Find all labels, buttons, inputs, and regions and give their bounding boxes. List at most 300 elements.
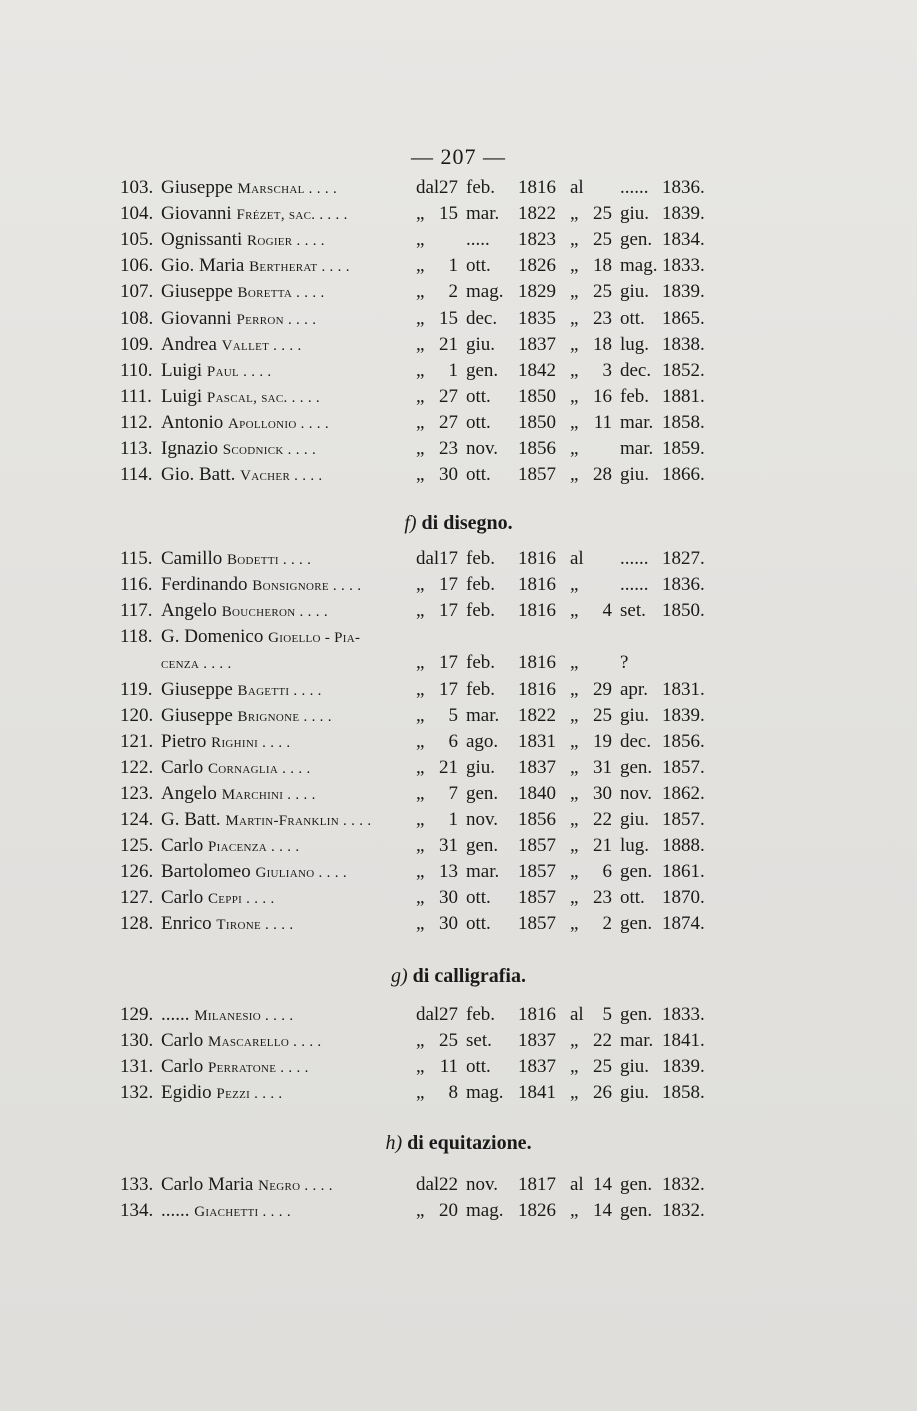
to-label: „	[570, 307, 579, 329]
to-month: ott.	[620, 887, 645, 909]
from-day: 17	[439, 652, 458, 674]
from-label: „	[416, 333, 425, 355]
first-name: Andrea	[161, 333, 222, 355]
first-name: Enrico	[161, 913, 217, 935]
entry-number: 104.	[120, 203, 154, 225]
from-year: 1850	[518, 411, 556, 433]
person-name	[161, 548, 311, 570]
to-year: 1858.	[662, 411, 705, 433]
to-year: 1839.	[662, 281, 705, 303]
to-month: dec.	[620, 359, 652, 381]
from-label: „	[416, 887, 425, 909]
surname: Rogier . . . .	[247, 233, 325, 250]
entry-number: 126.	[120, 861, 154, 883]
to-day: 4	[602, 600, 612, 622]
from-month: mag.	[466, 1082, 504, 1104]
from-day: 30	[439, 464, 458, 486]
from-year: 1841	[518, 1082, 556, 1104]
to-day: 29	[593, 678, 612, 700]
from-month: feb.	[466, 177, 496, 198]
person-name	[161, 679, 322, 701]
from-day: 31	[439, 835, 458, 857]
to-label: „	[570, 887, 579, 909]
from-month: gen.	[466, 359, 499, 381]
surname: Perratone . . . .	[207, 1060, 309, 1077]
person-name	[161, 652, 232, 674]
person-name	[161, 438, 316, 460]
from-label: „	[416, 385, 425, 407]
entry-number: 120.	[120, 704, 154, 726]
surname: Mascarello . . . .	[207, 1034, 322, 1051]
first-name: Giuseppe	[161, 704, 238, 726]
from-label: „	[416, 913, 425, 935]
surname: Scodnick . . . .	[222, 442, 316, 458]
person-name	[161, 626, 360, 648]
section-heading	[0, 1132, 917, 1155]
from-month: ott.	[466, 411, 491, 433]
to-day: 23	[593, 887, 612, 909]
to-day: 3	[602, 359, 612, 381]
entry-number: 115.	[120, 548, 153, 569]
first-name: Giuseppe	[161, 678, 238, 700]
to-label: al	[570, 1004, 584, 1025]
first-name: Gio. Maria	[161, 255, 250, 277]
from-label: dal	[416, 1174, 440, 1195]
to-label: „	[570, 756, 579, 778]
from-month: feb.	[466, 574, 496, 596]
from-day: 27	[439, 1004, 458, 1025]
to-day: 26	[593, 1082, 612, 1104]
register-row	[120, 1004, 740, 1030]
to-year: 1857.	[662, 809, 705, 830]
from-day: 13	[439, 861, 458, 883]
register-row	[120, 574, 740, 600]
entry-number: 129.	[120, 1004, 154, 1025]
entry-number: 105.	[120, 229, 154, 251]
from-year: 1826	[518, 255, 556, 277]
to-month: ott.	[620, 307, 645, 329]
to-day: 19	[593, 730, 612, 752]
from-year: 1831	[518, 730, 556, 752]
from-month: ott.	[466, 887, 491, 909]
to-year: 1874.	[662, 913, 705, 935]
from-month: nov.	[466, 438, 499, 459]
from-label: „	[416, 835, 425, 857]
to-day: 11	[593, 411, 612, 433]
from-year: 1857	[518, 835, 556, 857]
to-year: 1857.	[662, 756, 705, 778]
first-name: Carlo Maria	[161, 1174, 259, 1195]
to-month: nov.	[620, 782, 653, 804]
from-month: set.	[466, 1030, 492, 1052]
from-year: 1842	[518, 359, 556, 381]
from-month: mar.	[466, 861, 500, 883]
from-day: 27	[439, 411, 458, 433]
first-name: Giuseppe	[161, 281, 238, 303]
entry-number: 134.	[120, 1200, 154, 1222]
to-day: 31	[593, 756, 612, 778]
from-label: „	[416, 359, 425, 381]
to-year: 1870.	[662, 887, 705, 909]
to-label: al	[570, 177, 584, 198]
surname: Bodetti . . . .	[226, 552, 312, 568]
to-label: „	[570, 574, 579, 596]
from-month: feb.	[466, 652, 496, 674]
first-name: Pietro	[161, 730, 212, 752]
to-label: „	[570, 203, 579, 225]
surname: cenza . . . .	[161, 656, 232, 673]
from-label: „	[416, 438, 425, 459]
to-month: lug.	[620, 333, 650, 355]
person-name	[161, 705, 332, 727]
to-day: 30	[593, 782, 612, 804]
register-row	[120, 1174, 740, 1200]
to-label: „	[570, 730, 579, 752]
from-label: „	[416, 704, 425, 726]
register-row	[120, 359, 740, 386]
to-year: 1862.	[662, 782, 705, 804]
person-name	[161, 177, 337, 199]
from-year: 1816	[518, 678, 556, 700]
from-month: mag.	[466, 1200, 504, 1222]
from-year: 1826	[518, 1200, 556, 1222]
to-label: „	[570, 1082, 579, 1104]
surname: Boucheron . . . .	[221, 604, 328, 621]
person-name	[161, 1200, 291, 1222]
register-row	[120, 756, 740, 783]
from-day: 25	[439, 1030, 458, 1052]
surname: Bertherat . . . .	[249, 259, 350, 276]
register-row	[120, 1056, 740, 1082]
person-name	[161, 1082, 283, 1104]
surname: Martin-Franklin . . . .	[225, 813, 372, 829]
entry-number: 108.	[120, 307, 154, 329]
from-day: 1	[448, 255, 458, 277]
register-row	[120, 887, 740, 913]
person-name	[161, 574, 361, 596]
from-year: 1857	[518, 913, 556, 935]
to-day: 18	[593, 333, 612, 355]
from-month: giu.	[466, 333, 496, 355]
from-label: „	[416, 1082, 425, 1104]
to-year: 1833.	[662, 1004, 705, 1025]
from-year: 1837	[518, 1030, 556, 1052]
to-year: 1841.	[662, 1030, 705, 1052]
register-row	[120, 730, 740, 757]
section-title-text: di equitazione.	[407, 1132, 532, 1154]
to-year: 1831.	[662, 678, 705, 700]
entry-number: 121.	[120, 730, 154, 752]
register-row	[140, 652, 740, 678]
from-label: dal	[416, 177, 440, 198]
to-label: „	[570, 1056, 579, 1078]
from-month: .....	[466, 229, 490, 251]
to-year: 1832.	[662, 1200, 705, 1222]
to-month: giu.	[620, 1082, 650, 1104]
register-row	[120, 809, 740, 835]
to-day: 22	[593, 1030, 612, 1052]
person-name	[161, 600, 328, 622]
first-name: Giovanni	[161, 203, 237, 225]
from-label: „	[416, 229, 425, 251]
to-month: apr.	[620, 678, 648, 700]
register-row	[120, 548, 740, 574]
to-month: gen.	[620, 1004, 653, 1025]
section-letter: h)	[385, 1132, 408, 1154]
to-label: „	[570, 835, 579, 857]
register-row	[120, 782, 740, 809]
from-month: dec.	[466, 307, 498, 329]
from-label: „	[416, 203, 425, 225]
to-day: 5	[602, 1004, 612, 1025]
entry-number: 107.	[120, 281, 154, 303]
from-label: „	[416, 307, 425, 329]
to-month: ?	[620, 652, 629, 674]
from-year: 1856	[518, 438, 556, 459]
first-name: Carlo	[161, 756, 208, 778]
to-month: giu.	[620, 464, 650, 486]
to-day: 21	[593, 835, 612, 857]
surname: Negro . . . .	[258, 1178, 333, 1194]
from-day: 21	[439, 756, 458, 778]
from-month: gen.	[466, 835, 499, 857]
person-name	[161, 360, 271, 382]
from-month: gen.	[466, 782, 499, 804]
first-name: ......	[161, 1004, 195, 1025]
surname: Pezzi . . . .	[216, 1086, 283, 1103]
to-month: dec.	[620, 730, 652, 752]
section-letter: f)	[404, 512, 422, 534]
surname: Marschal . . . .	[237, 181, 337, 197]
from-year: 1816	[518, 1004, 556, 1025]
from-label: „	[416, 809, 425, 830]
first-name: Carlo	[161, 835, 208, 857]
to-label: „	[570, 600, 579, 622]
first-name: Carlo	[161, 1056, 208, 1078]
from-year: 1837	[518, 333, 556, 355]
first-name: Giuseppe	[161, 177, 238, 198]
from-year: 1822	[518, 203, 556, 225]
to-label: „	[570, 861, 579, 883]
to-label: „	[570, 809, 579, 830]
to-year: 1865.	[662, 307, 705, 329]
person-name	[161, 386, 320, 408]
from-month: ott.	[466, 385, 491, 407]
to-month: set.	[620, 600, 646, 622]
register-row	[120, 333, 740, 360]
entry-number: 106.	[120, 255, 154, 277]
to-label: „	[570, 782, 579, 804]
from-year: 1856	[518, 809, 556, 830]
to-month: gen.	[620, 1174, 653, 1195]
surname: Vallet . . . .	[221, 337, 302, 354]
to-label: „	[570, 704, 579, 726]
to-year: 1888.	[662, 835, 705, 857]
to-label: „	[570, 281, 579, 303]
first-name: ......	[161, 1200, 195, 1222]
to-day: 25	[593, 1056, 612, 1078]
first-name: Antonio	[161, 411, 229, 433]
to-year: 1856.	[662, 730, 705, 752]
entry-number: 114.	[120, 464, 153, 486]
surname: Brignone . . . .	[237, 708, 332, 725]
from-label: „	[416, 756, 425, 778]
entry-number: 103.	[120, 177, 154, 198]
to-label: „	[570, 359, 579, 381]
first-name: Camillo	[161, 548, 227, 569]
entry-number: 131.	[120, 1056, 154, 1078]
register-row	[120, 229, 740, 255]
from-label: „	[416, 411, 425, 433]
to-label: „	[570, 438, 579, 459]
from-month: nov.	[466, 1174, 499, 1195]
person-name	[161, 334, 302, 356]
to-month: gen.	[620, 229, 653, 251]
to-month: gen.	[620, 1200, 653, 1222]
to-month: mag.	[620, 255, 658, 277]
from-day: 27	[439, 385, 458, 407]
entry-number: 110.	[120, 359, 153, 381]
to-month: giu.	[620, 281, 650, 303]
from-label: „	[416, 1056, 425, 1078]
to-year: 1827.	[662, 548, 705, 569]
surname: Pascal, sac. . . . .	[206, 389, 320, 406]
from-month: feb.	[466, 1004, 496, 1025]
from-year: 1857	[518, 887, 556, 909]
entry-number: 117.	[120, 600, 153, 622]
from-month: ott.	[466, 464, 491, 486]
first-name: Giovanni	[161, 307, 237, 329]
surname: Bonsignore . . . .	[252, 578, 362, 595]
to-month: ......	[620, 177, 649, 198]
to-label: „	[570, 464, 579, 486]
from-year: 1857	[518, 861, 556, 883]
from-day: 15	[439, 203, 458, 225]
to-day: 14	[593, 1174, 612, 1195]
entry-number: 109.	[120, 333, 154, 355]
from-label: „	[416, 574, 425, 596]
to-month: mar.	[620, 1030, 654, 1052]
from-month: feb.	[466, 678, 496, 700]
first-name: Angelo	[161, 782, 222, 804]
to-month: giu.	[620, 203, 650, 225]
to-label: „	[570, 229, 579, 251]
surname: Righini . . . .	[211, 734, 291, 751]
to-year: 1839.	[662, 704, 705, 726]
from-day: 15	[439, 307, 458, 329]
surname: Paul . . . .	[206, 363, 272, 380]
to-year: 1836.	[662, 574, 705, 596]
to-year: 1881.	[662, 385, 705, 407]
register-row	[120, 704, 740, 731]
to-year: 1866.	[662, 464, 705, 486]
surname: Apollonio . . . .	[228, 415, 329, 432]
person-name	[161, 464, 323, 486]
person-name	[161, 1174, 333, 1196]
register-row	[120, 1030, 740, 1056]
entry-number: 111.	[120, 385, 152, 407]
entry-number: 119.	[120, 678, 153, 700]
to-label: „	[570, 913, 579, 935]
surname: Boretta . . . .	[237, 285, 325, 302]
to-day: 18	[593, 255, 612, 277]
person-name	[161, 203, 348, 225]
to-year: 1861.	[662, 861, 705, 883]
person-name	[161, 1056, 309, 1078]
first-name: Carlo	[161, 887, 208, 909]
person-name	[161, 1030, 322, 1052]
to-label: „	[570, 411, 579, 433]
surname: Giuliano . . . .	[255, 865, 347, 882]
from-day: 17	[439, 548, 458, 569]
from-label: „	[416, 600, 425, 622]
surname: Perron . . . .	[236, 311, 317, 328]
from-day: 7	[448, 782, 458, 804]
to-day: 14	[593, 1200, 612, 1222]
entry-number: 124.	[120, 809, 154, 830]
to-month: lug.	[620, 835, 650, 857]
register-row	[120, 307, 740, 334]
to-day: 25	[593, 203, 612, 225]
register-row	[120, 177, 740, 203]
person-name	[161, 809, 371, 831]
from-day: 20	[439, 1200, 458, 1222]
from-month: mar.	[466, 203, 500, 225]
person-name	[161, 255, 350, 277]
from-label: dal	[416, 1004, 440, 1025]
surname: Cornaglia . . . .	[207, 760, 311, 777]
from-label: „	[416, 1200, 425, 1222]
from-label: „	[416, 782, 425, 804]
from-year: 1837	[518, 756, 556, 778]
register-row	[120, 464, 740, 490]
entry-number: 127.	[120, 887, 154, 909]
from-day: 1	[448, 359, 458, 381]
from-year: 1829	[518, 281, 556, 303]
person-name	[161, 308, 316, 330]
from-year: 1823	[518, 229, 556, 251]
register-row	[120, 1082, 740, 1108]
register-row	[120, 281, 740, 307]
register-row	[120, 913, 740, 939]
first-name: Angelo	[161, 600, 222, 622]
from-label: „	[416, 281, 425, 303]
from-day: 30	[439, 887, 458, 909]
first-name: Luigi	[161, 359, 207, 381]
from-label: „	[416, 652, 425, 674]
entry-number: 125.	[120, 835, 154, 857]
to-day: 25	[593, 229, 612, 251]
from-label: „	[416, 861, 425, 883]
surname: Ceppi . . . .	[207, 891, 275, 908]
to-month: gen.	[620, 756, 653, 778]
to-year: 1858.	[662, 1082, 705, 1104]
section-heading	[0, 965, 917, 988]
from-day: 2	[448, 281, 458, 303]
person-name	[161, 783, 316, 805]
to-day: 2	[602, 913, 612, 935]
person-name	[161, 913, 293, 935]
to-year: 1839.	[662, 203, 705, 225]
first-name: G. Domenico	[161, 626, 269, 648]
from-day: 27	[439, 177, 458, 198]
section-letter: g)	[391, 965, 413, 987]
section-title-text: di disegno.	[421, 512, 513, 534]
surname: Bagetti . . . .	[237, 682, 322, 699]
surname: Frézet, sac. . . . .	[236, 207, 348, 224]
from-year: 1837	[518, 1056, 556, 1078]
entry-number: 118.	[120, 626, 153, 648]
